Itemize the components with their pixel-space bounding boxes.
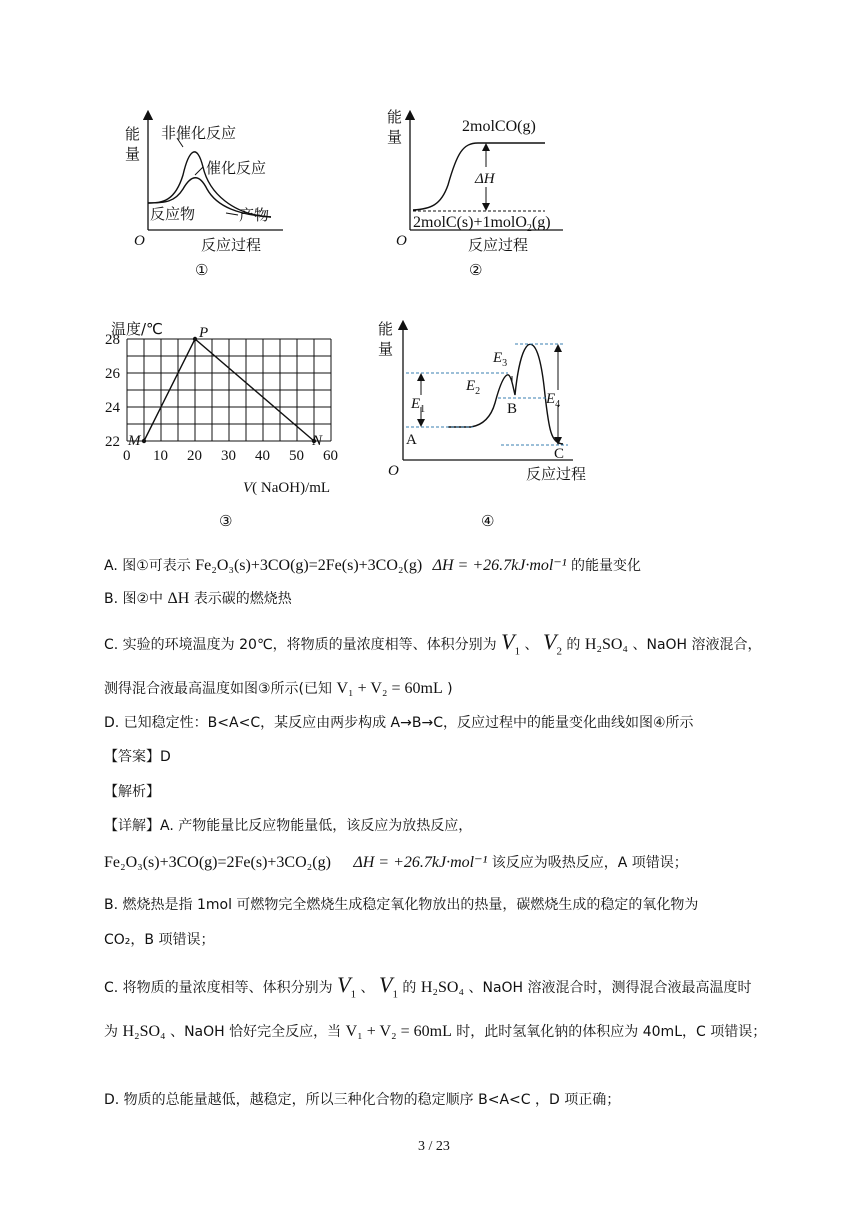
f4-e1-label: $E_1$: [411, 396, 426, 415]
f3-ytick: 28: [105, 332, 120, 348]
detail-c2-eq: V₁ + V₂ = 60mL: [345, 1023, 452, 1040]
f3-point-label-p: P: [199, 325, 209, 341]
option-c-post: 、NaOH 溶液混合，: [632, 637, 762, 653]
f3-xtick: 50: [289, 448, 304, 464]
f1-cat-label: 催化反应: [206, 159, 267, 177]
detail-a-equation: Fe₂O₃(s)+3CO(g)=2Fe(s)+3CO₂(g): [104, 854, 331, 871]
f3-series: [127, 325, 323, 449]
f3-ytick: 22: [105, 434, 120, 450]
f3-xlabel: V( NaOH)/mL: [243, 480, 331, 496]
option-c-line2: [104, 679, 453, 699]
f4-point-c: C: [554, 446, 565, 462]
detail-c-de: 的: [402, 980, 417, 996]
f4-ylabel-1: 能: [378, 320, 394, 338]
figure-4: [378, 320, 586, 530]
f2-ylabel-1: 能: [387, 108, 403, 126]
figure-3-chart: [105, 320, 338, 530]
detail-a-eq: [104, 853, 688, 873]
figures-svg: [103, 105, 593, 535]
f4-e2-label: $E_2$: [466, 378, 481, 397]
f2-dh-label: ΔH: [475, 171, 495, 187]
detail-a-dh: ΔH = +26.7kJ·mol⁻¹: [353, 854, 488, 871]
f2-top-label: 2molCO(g): [462, 118, 536, 135]
option-a-post: 的能量变化: [571, 558, 642, 574]
option-a: [104, 556, 641, 576]
f1-ylabel-2: 量: [125, 145, 141, 163]
f4-point-a: A: [406, 432, 417, 448]
figure-2: [387, 108, 563, 279]
f3-point-label-n: N: [312, 433, 323, 449]
detail-a-post: 该反应为吸热反应，A 项错误；: [491, 855, 688, 871]
f4-xlabel: 反应过程: [526, 465, 587, 483]
detail-c: [104, 972, 752, 1004]
f1-xlabel: 反应过程: [201, 236, 262, 254]
f2-xlabel: 反应过程: [468, 236, 529, 254]
f3-point-label-m: M: [128, 433, 141, 449]
option-a-equation: Fe₂O₃(s)+3CO(g)=2Fe(s)+3CO₂(g): [195, 557, 423, 574]
detail-c2-acid: H₂SO₄: [122, 1023, 166, 1040]
f3-ytick: 24: [105, 400, 120, 416]
f1-origin: O: [134, 233, 145, 249]
f2-ylabel-2: 量: [387, 128, 403, 146]
option-c-acid: H₂SO₄: [584, 636, 629, 653]
page-number: 3 / 23: [418, 1139, 450, 1154]
detail-c-v2: $V_1$: [379, 972, 398, 1001]
detail-c2-mid: 、NaOH 恰好完全反应，当: [170, 1024, 342, 1040]
option-c: [104, 629, 762, 661]
detail-c-v1: $V_1$: [337, 972, 357, 1001]
option-c-sep: 、: [524, 637, 539, 653]
option-c2-eq: V₁ + V₂ = 60mL: [336, 680, 443, 697]
f3-point-m: [142, 439, 146, 443]
option-c-de: 的: [566, 637, 581, 653]
option-b: [104, 589, 292, 609]
option-a-pre: A. 图①可表示: [104, 558, 191, 574]
f3-grid: [127, 339, 331, 441]
f3-xtick: 20: [187, 448, 202, 464]
option-c-v1: $V_1$: [501, 629, 521, 658]
f2-bottom-label: 2molC(s)+1molO$_2$(g): [413, 214, 551, 234]
f2-number: ②: [469, 261, 483, 279]
detail-b-2: CO₂，B 项错误；: [104, 932, 215, 948]
analysis-heading: 【解析】: [104, 784, 160, 800]
figure-panel: [103, 105, 593, 535]
detail-c-acid: H₂SO₄: [420, 979, 465, 996]
f3-xtick: 60: [323, 448, 338, 464]
f2-origin: O: [396, 233, 407, 249]
f3-xtick: 10: [153, 448, 168, 464]
f3-xtick: 0: [123, 448, 131, 464]
option-b-pre: B. 图②中: [104, 591, 164, 607]
f1-ylabel-1: 能: [125, 125, 141, 143]
f3-ytick: 26: [105, 366, 120, 382]
detail-c2-post: 时，此时氢氧化钠的体积应为 40mL，C 项错误；: [456, 1024, 767, 1040]
option-d: D. 已知稳定性：B<A<C，某反应由两步构成 A→B→C，反应过程中的能量变化曲线如图④所示: [104, 715, 694, 731]
option-b-post: 表示碳的燃烧热: [193, 591, 292, 607]
detail-a: 【详解】A. 产物能量比反应物能量低，该反应为放热反应，: [104, 818, 473, 834]
f3-xtick: 40: [255, 448, 270, 464]
detail-c-post: 、NaOH 溶液混合时，测得混合液最高温度时: [468, 980, 752, 996]
f3-ylabel: 温度/℃: [111, 320, 163, 338]
figure-1: [125, 115, 283, 279]
f3-xtick: 30: [221, 448, 236, 464]
detail-c2-pre: 为: [104, 1024, 118, 1040]
answer: 【答案】D: [104, 749, 171, 765]
option-b-dh: ΔH: [167, 590, 190, 607]
option-c2-post: ): [447, 681, 453, 697]
f1-reactant-label: 反应物: [150, 205, 196, 223]
f3-point-p: [193, 337, 197, 341]
f4-e3-label: $E_3$: [493, 350, 508, 369]
detail-d: D. 物质的总能量越低，越稳定，所以三种化合物的稳定顺序 B<A<C ，D 项正确；: [104, 1092, 621, 1108]
detail-c-sep: 、: [360, 980, 375, 996]
f4-point-b: B: [507, 401, 518, 417]
option-a-dh: ΔH = +26.7kJ·mol⁻¹: [432, 557, 567, 574]
f1-noncat-label: 非催化反应: [161, 124, 237, 142]
f4-ylabel-2: 量: [378, 340, 394, 358]
option-c-v2: $V_2$: [542, 629, 562, 658]
option-c2-pre: 测得混合液最高温度如图③所示(已知: [104, 681, 333, 697]
f3-number: ③: [219, 512, 233, 530]
f1-product-label: 产物: [239, 206, 270, 224]
detail-c-2: [104, 1022, 766, 1042]
f4-origin: O: [388, 463, 399, 479]
f4-e4-label: $E_4$: [546, 391, 561, 410]
option-c-pre: C. 实验的环境温度为 20℃，将物质的量浓度相等、体积分别为: [104, 637, 497, 653]
detail-c-pre: C. 将物质的量浓度相等、体积分别为: [104, 980, 333, 996]
f4-number: ④: [481, 512, 495, 530]
detail-b: B. 燃烧热是指 1mol 可燃物完全燃烧生成稳定氧化物放出的热量，碳燃烧生成的稳定的氧化物为: [104, 897, 699, 913]
f1-number: ①: [195, 261, 209, 279]
